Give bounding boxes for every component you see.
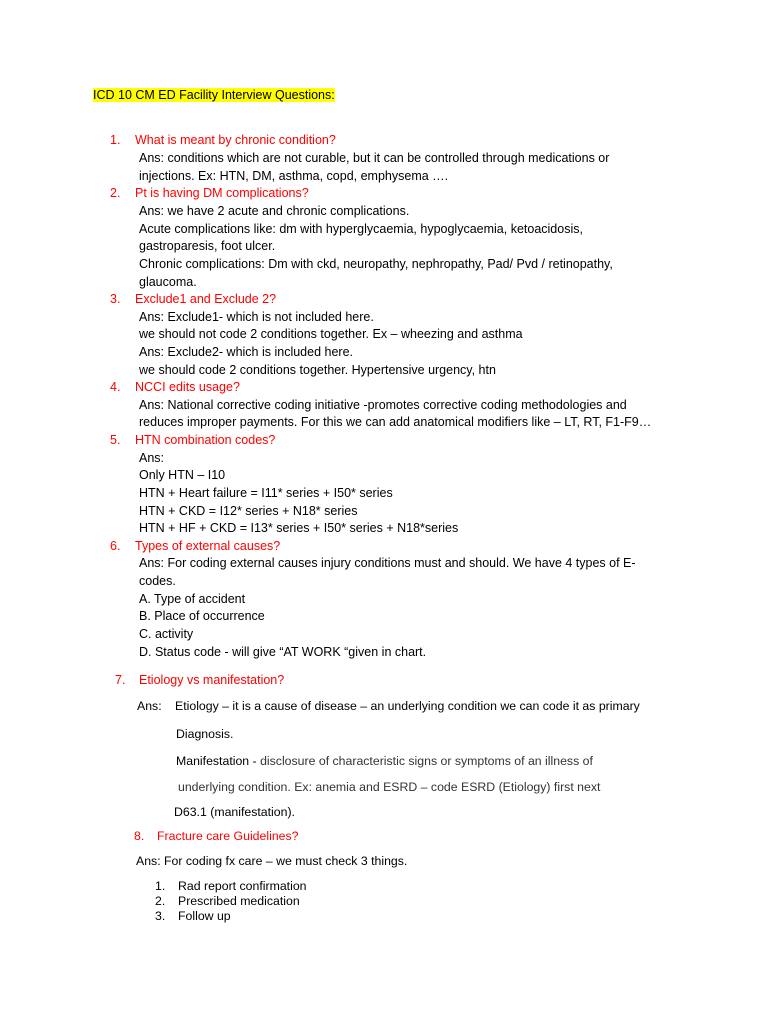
document-title: [93, 86, 335, 104]
question-text: Fracture care Guidelines?: [157, 829, 299, 843]
step-number: 2.: [155, 894, 166, 908]
answer-line: injections. Ex: HTN, DM, asthma, copd, emphysema ….: [139, 169, 449, 183]
answer-line: codes.: [139, 574, 176, 588]
step-text: Prescribed medication: [178, 894, 300, 908]
answer-line: Ans: Exclude1- which is not included here.: [139, 310, 374, 324]
question-number: 2.: [110, 186, 121, 200]
answer-line: Etiology – it is a cause of disease – an underlying condition we can code it as primary: [175, 699, 640, 713]
answer-line: Chronic complications: Dm with ckd, neuropathy, nephropathy, Pad/ Pvd / retinopathy,: [139, 257, 613, 271]
question-number: 5.: [110, 433, 121, 447]
manifestation-definition: disclosure of characteristic signs or symptoms of an illness of: [260, 754, 593, 768]
question-text: NCCI edits usage?: [135, 380, 240, 394]
step-number: 1.: [155, 879, 166, 893]
answer-line: Ans:: [139, 451, 165, 465]
question-text: Exclude1 and Exclude 2?: [135, 292, 277, 306]
answer-line: underlying condition. Ex: anemia and ESRD – code ESRD (Etiology) first next: [178, 780, 601, 794]
answer-line: HTN + HF + CKD = I13* series + I50* series + N18*series: [139, 521, 459, 535]
answer-line: HTN + Heart failure = I11* series + I50* series: [139, 486, 393, 500]
answer-line: Ans: Exclude2- which is included here.: [139, 345, 354, 359]
answer-line: Ans: For coding external causes injury conditions must and should. We have 4 types of E-: [139, 556, 636, 570]
answer-line: reduces improper payments. For this we can add anatomical modifiers like – LT, RT, F1-F9…: [139, 415, 652, 429]
question-text: Etiology vs manifestation?: [139, 673, 285, 687]
step-number: 3.: [155, 909, 166, 923]
question-text: HTN combination codes?: [135, 433, 276, 447]
answer-line: Ans: we have 2 acute and chronic complications.: [139, 204, 410, 218]
answer-line: Ans: For coding fx care – we must check 3 things.: [136, 854, 408, 868]
question-text: Pt is having DM complications?: [135, 186, 309, 200]
manifestation-label: Manifestation -: [176, 754, 261, 768]
answer-line: C. activity: [139, 627, 194, 641]
answer-line: A. Type of accident: [139, 592, 246, 606]
answer-line: HTN + CKD = I12* series + N18* series: [139, 504, 358, 518]
step-text: Follow up: [178, 909, 231, 923]
question-number: 6.: [110, 539, 121, 553]
answer-line: [176, 752, 593, 770]
question-text: Types of external causes?: [135, 539, 281, 553]
answer-line: D63.1 (manifestation).: [174, 805, 295, 819]
answer-line: we should code 2 conditions together. Hypertensive urgency, htn: [139, 363, 496, 377]
answer-line: Acute complications like: dm with hyperglycaemia, hypoglycaemia, ketoacidosis,: [139, 222, 583, 236]
question-number: 8.: [134, 829, 145, 843]
question-number: 3.: [110, 292, 121, 306]
question-number: 7.: [115, 673, 126, 687]
answer-line: glaucoma.: [139, 275, 197, 289]
answer-line: Only HTN – I10: [139, 468, 226, 482]
question-number: 4.: [110, 380, 121, 394]
step-text: Rad report confirmation: [178, 879, 307, 893]
answer-line: B. Place of occurrence: [139, 609, 265, 623]
question-text: What is meant by chronic condition?: [135, 133, 336, 147]
answer-line: we should not code 2 conditions together. Ex – wheezing and asthma: [139, 327, 523, 341]
answer-line: Ans: National corrective coding initiative -promotes corrective coding methodologies and: [139, 398, 627, 412]
answer-line: Ans: conditions which are not curable, but it can be controlled through medications or: [139, 151, 610, 165]
answer-label: Ans:: [137, 699, 162, 713]
question-number: 1.: [110, 133, 121, 147]
title-text: ICD 10 CM ED Facility Interview Questions:: [93, 88, 335, 102]
answer-line: D. Status code - will give “AT WORK “given in chart.: [139, 645, 427, 659]
answer-line: gastroparesis, foot ulcer.: [139, 239, 276, 253]
answer-line: Diagnosis.: [176, 727, 234, 741]
